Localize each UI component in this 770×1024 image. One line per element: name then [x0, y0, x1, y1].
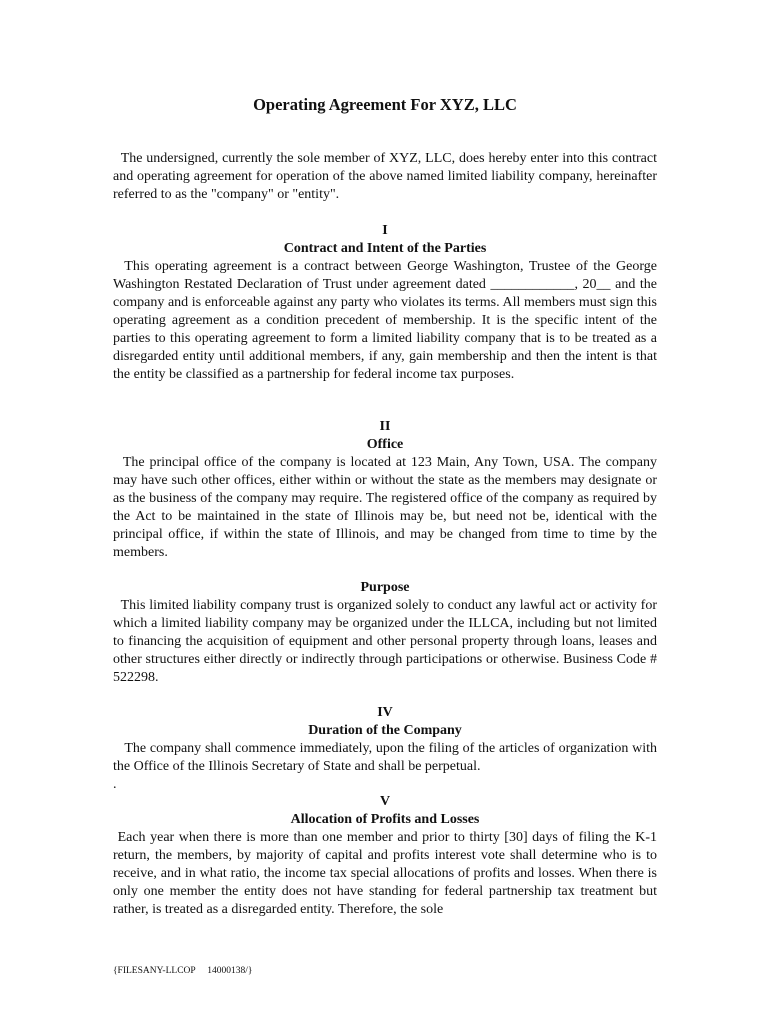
intro-paragraph: The undersigned, currently the sole member of XYZ, LLC, does hereby enter into this contract and operating agreement for operation of the above named limited liability company, hereinafter referred to as the "company" or "entity". — [113, 151, 657, 202]
section-heading: Duration of the Company — [308, 723, 462, 738]
document-title: Operating Agreement For XYZ, LLC — [253, 95, 517, 114]
section-numeral: V — [379, 794, 391, 809]
section-body: This limited liability company trust is organized solely to conduct any lawful act or activity for which a limited liability company may be organized under the ILLCA, including but not limited to financing the acquisition of equipment and other personal property through loans, leases and other structures either directly or indirectly through participations or otherwise. Business Code # 522298. — [113, 598, 657, 685]
section-body: Each year when there is more than one member and prior to thirty [30] days of filing the K-1 return, the members, by majority of capital and profits interest vote shall determine who is to receive, and in what ratio, the income tax special allocations of profits and losses. When there is only one member the entity does not have standing for federal partnership tax treatment but rather, is treated as a disregarded entity. Therefore, the sole — [113, 830, 657, 917]
section-body: The principal office of the company is located at 123 Main, Any Town, USA. The company may have such other offices, either within or without the state as the members may designate or as the business of the company may require. The registered office of the company as required by the Act to be maintained in the state of Illinois may be, but need not be, identical with the principal office, if within the state of Illinois, and may be changed from time to time by the members. — [113, 455, 657, 560]
section-body: The company shall commence immediately, upon the filing of the articles of organization with the Office of the Illinois Secretary of State and shall be perpetual. — [113, 741, 657, 774]
section-heading: Allocation of Profits and Losses — [290, 812, 480, 827]
section-numeral: II — [379, 419, 391, 434]
section-numeral: IV — [377, 705, 393, 720]
section-numeral: I — [382, 223, 388, 238]
section-heading: Contract and Intent of the Parties — [283, 241, 487, 256]
section-heading: Office — [366, 437, 404, 452]
stray-mark: . — [113, 777, 117, 792]
section-heading: Purpose — [360, 580, 410, 595]
section-body: This operating agreement is a contract between George Washington, Trustee of the George Washington Restated Declaration of Trust under agreement dated ____________, 20__ and the company and is enforceable against any party who violates its terms. All members must sign this operating agreement as a condition precedent of membership. It is the specific intent of the parties to this operating agreement to form a limited liability company that is to be treated as a disregarded entity until additional members, if any, gain membership and then the intent is that the entity be classified as a partnership for federal income tax purposes. — [113, 259, 657, 382]
document-footer: {FILESANY-LLCOP 14000138/} — [113, 966, 253, 976]
